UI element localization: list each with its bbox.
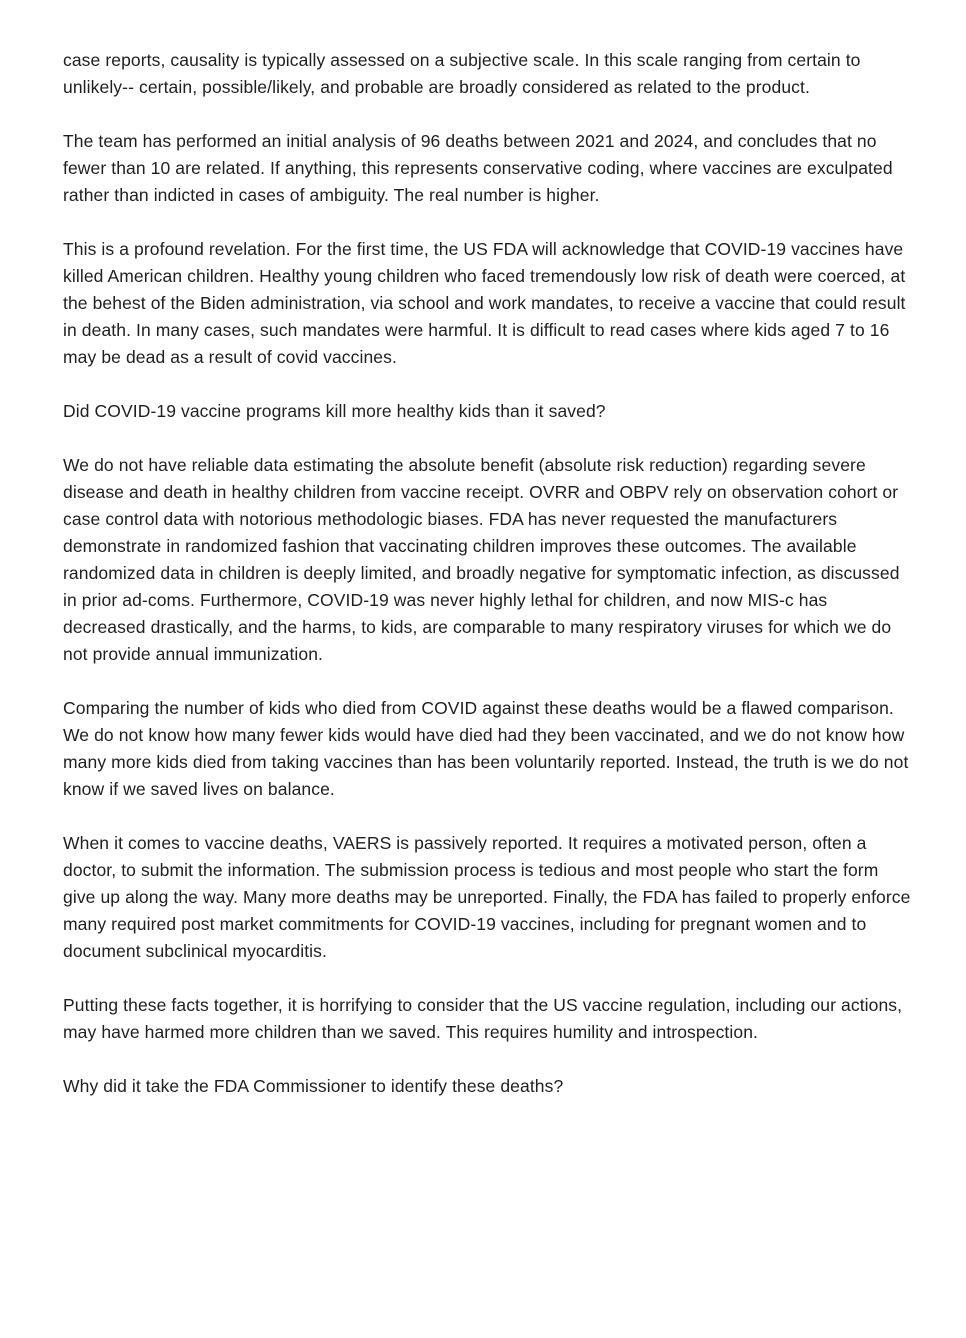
paragraph-question-kill-more: Did COVID-19 vaccine programs kill more healthy kids than it saved? xyxy=(63,401,606,421)
paragraph-no-reliable-data: We do not have reliable data estimating the absolute benefit (absolute risk reduction) regarding severe disease and death in healthy children from vaccine receipt. OVRR and OBPV rely on observation cohort or case control data with notorious methodologic biases. FDA has never requested the manufacturers demonstrate in randomized fashion that vaccinating children improves these outcomes. The available randomized data in children is deeply limited, and broadly negative for symptomatic infection, as discussed in prior ad-coms. Furthermore, COVID-19 was never highly lethal for children, and now MIS-c has decreased drastically, and the harms, to kids, are comparable to many respiratory viruses for which we do not provide annual immunization. xyxy=(63,455,900,664)
paragraph-profound-revelation: This is a profound revelation. For the first time, the US FDA will acknowledge that COVID-19 vaccines have killed American children. Healthy young children who faced tremendously low risk of death were coerced, at the behest of the Biden administration, via school and work mandates, to receive a vaccine that could result in death. In many cases, such mandates were harmful. It is difficult to read cases where kids aged 7 to 16 may be dead as a result of covid vaccines. xyxy=(63,239,906,367)
paragraph-vaers-reporting: When it comes to vaccine deaths, VAERS is passively reported. It requires a motivated person, often a doctor, to submit the information. The submission process is tedious and most people who start the form give up along the way. Many more deaths may be unreported. Finally, the FDA has failed to properly enforce many required post market commitments for COVID-19 vaccines, including for pregnant women and to document subclinical myocarditis. xyxy=(63,833,911,961)
paragraph-causality-scale: case reports, causality is typically assessed on a subjective scale. In this scale ranging from certain to unlikely-- certain, possible/likely, and probable are broadly considered as related to the product. xyxy=(63,50,861,97)
paragraph-facts-together: Putting these facts together, it is horrifying to consider that the US vaccine regulation, including our actions, may have harmed more children than we saved. This requires humility and introspection. xyxy=(63,995,903,1042)
paragraph-initial-analysis: The team has performed an initial analysis of 96 deaths between 2021 and 2024, and concludes that no fewer than 10 are related. If anything, this represents conservative coding, where vaccines are exculpated rather than indicted in cases of ambiguity. The real number is higher. xyxy=(63,131,893,205)
paragraph-flawed-comparison: Comparing the number of kids who died from COVID against these deaths would be a flawed comparison. We do not know how many fewer kids would have died had they been vaccinated, and we do not know how many more kids died from taking vaccines than has been voluntarily reported. Instead, the truth is we do not know if we saved lives on balance. xyxy=(63,698,909,799)
paragraph-question-commissioner: Why did it take the FDA Commissioner to identify these deaths? xyxy=(63,1076,564,1096)
